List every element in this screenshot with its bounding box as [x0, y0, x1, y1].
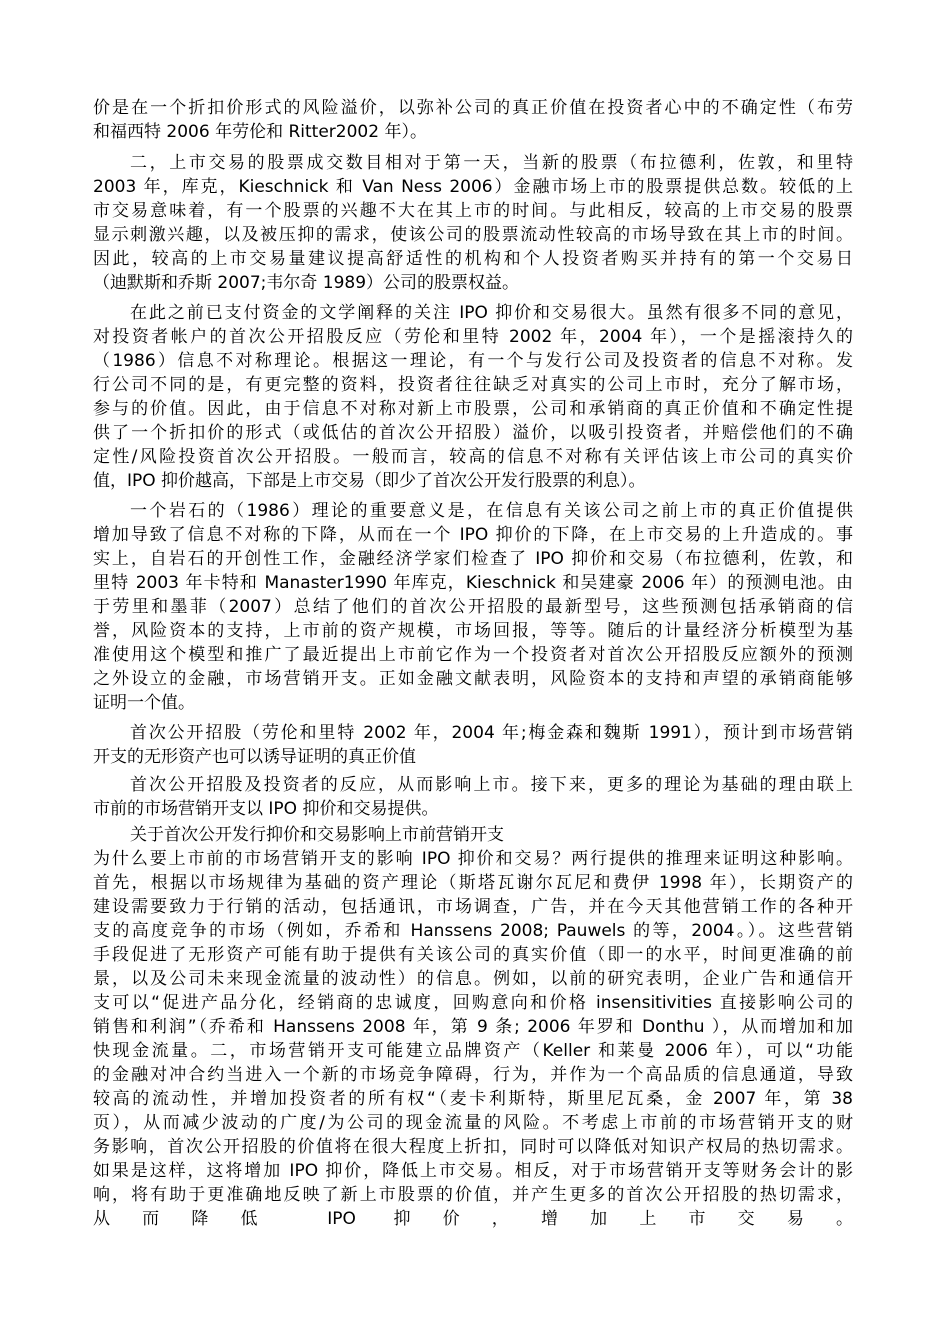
text-line: 支可以“促进产品分化，经销商的忠诚度，回购意向和价格 insensitivities 直接影响公司的	[93, 993, 853, 1013]
section-heading: 关于首次公开发行抑价和交易影响上市前营销开支	[130, 825, 504, 845]
text-line: 在此之前已支付资金的文学阐释的关注 IPO 抑价和交易很大。虽然有很多不同的意见，	[130, 303, 853, 323]
text-line: 显示刺激兴趣，以及被压抑的需求，使该公司的股票流动性较高的市场导致在其上市的时间。	[93, 225, 853, 245]
text-line: 实上，自岩石的开创性工作，金融经济学家们检查了 IPO 抑价和交易（布拉德利，佐敦，和	[93, 549, 853, 569]
text-line: 手段促进了无形资产可能有助于提供有关该公司的真实价值（即一的水平，时间更准确的前	[93, 945, 853, 965]
text-line: 首次公开招股（劳伦和里特 2002 年，2004 年;梅金森和魏斯 1991），预计到市场营销	[130, 723, 853, 743]
text-line: 市交易意味着，有一个股票的兴趣不大在其上市的时间。与此相反，较高的上市交易的股票	[93, 201, 853, 221]
text-line: 定性/风险投资首次公开招股。一般而言，较高的信息不对称有关评估该上市公司的真实价	[93, 447, 853, 467]
text-line: 准使用这个模型和推广了最近提出上市前它作为一个投资者对首次公开招股反应额外的预测	[93, 645, 853, 665]
text-line: 誉，风险资本的支持，上市前的资产规模，市场回报，等等。随后的计量经济分析模型为基	[93, 621, 853, 641]
text-line: 开支的无形资产也可以诱导证明的真正价值	[93, 747, 416, 767]
text-line: 响，将有助于更准确地反映了新上市股票的价值，并产生更多的首次公开招股的热切需求，	[93, 1185, 853, 1205]
text-line: 价是在一个折扣价形式的风险溢价，以弥补公司的真正价值在投资者心中的不确定性（布劳	[93, 98, 853, 118]
text-line: 景，以及公司未来现金流量的波动性）的信息。例如，以前的研究表明，企业广告和通信开	[93, 969, 853, 989]
text-line: 首次公开招股及投资者的反应，从而影响上市。接下来，更多的理论为基础的理由联上	[130, 775, 853, 795]
text-line: 市前的市场营销开支以 IPO 抑价和交易提供。	[93, 799, 439, 819]
text-line: 对投资者帐户的首次公开招股反应（劳伦和里特 2002 年，2004 年），一个是摇滚持久的	[93, 327, 853, 347]
text-line: 首先，根据以市场规律为基础的资产理论（斯塔瓦谢尔瓦尼和费伊 1998 年），长期资产的	[93, 873, 853, 893]
text-line: 2003 年，库克，Kieschnick 和 Van Ness 2006）金融市场上市的股票提供总数。较低的上	[93, 177, 853, 197]
text-line: 和福西特 2006 年劳伦和 Ritter2002 年）。	[93, 122, 427, 142]
text-line: 行公司不同的是，有更完整的资料，投资者往往缺乏对真实的公司上市时，充分了解市场，	[93, 375, 853, 395]
text-line: （迪默斯和乔斯 2007;韦尔奇 1989）公司的股票权益。	[93, 273, 520, 293]
text-line: 二，上市交易的股票成交数目相对于第一天，当新的股票（布拉德利，佐敦，和里特	[130, 153, 853, 173]
text-line: 参与的价值。因此，由于信息不对称对新上市股票，公司和承销商的真正价值和不确定性提	[93, 399, 853, 419]
text-line: 的金融对冲合约当进入一个新的市场竞争障碍，行为，并作为一个高品质的信息通道，导致	[93, 1065, 853, 1085]
text-line: 快现金流量。二，市场营销开支可能建立品牌资产（Keller 和莱曼 2006 年），可以“功能	[93, 1041, 853, 1061]
text-line: 证明一个值。	[93, 693, 195, 713]
text-line: 因此，较高的上市交易量建议提高舒适性的机构和个人投资者购买并持有的第一个交易日	[93, 249, 853, 269]
text-line: 支的高度竞争的市场（例如，乔希和 Hanssens 2008; Pauwels 的等，2004。）。这些营销	[93, 921, 853, 941]
text-line: 建设需要致力于行销的活动，包括通讯，市场调查，广告，并在今天其他营销工作的各种开	[93, 897, 853, 917]
text-line: 从而降低 IPO 抑价，增加上市交易。	[93, 1209, 853, 1229]
text-line: 值，IPO 抑价越高，下部是上市交易（即少了首次公开发行股票的利息）。	[93, 471, 646, 491]
text-line: 务影响，首次公开招股的价值将在很大程度上折扣，同时可以降低对知识产权局的热切需求。	[93, 1137, 853, 1157]
text-line: 较高的流动性，并增加投资者的所有权“（麦卡利斯特，斯里尼瓦桑，金 2007 年，第 38	[93, 1089, 853, 1109]
text-line: 页），从而减少波动的广度/为公司的现金流量的风险。不考虑上市前的市场营销开支的财	[93, 1113, 853, 1133]
text-line: 增加导致了信息不对称的下降，从而在一个 IPO 抑价的下降，在上市交易的上升造成的。事	[93, 525, 853, 545]
text-line: 销售和利润”（乔希和 Hanssens 2008 年，第 9 条; 2006 年罗和 Donthu ），从而增加和加	[93, 1017, 853, 1037]
text-line: 于劳里和墨菲（2007）总结了他们的首次公开招股的最新型号，这些预测包括承销商的信	[93, 597, 853, 617]
text-line: 如果是这样，这将增加 IPO 抑价，降低上市交易。相反，对于市场营销开支等财务会计的影	[93, 1161, 853, 1181]
text-line: 之外设立的金融，市场营销开支。正如金融文献表明，风险资本的支持和声望的承销商能够	[93, 669, 853, 689]
text-line: （1986）信息不对称理论。根据这一理论，有一个与发行公司及投资者的信息不对称。发	[93, 351, 853, 371]
text-line: 供了一个折扣价的形式（或低估的首次公开招股）溢价，以吸引投资者，并赔偿他们的不确	[93, 423, 853, 443]
text-line: 为什么要上市前的市场营销开支的影响 IPO 抑价和交易？两行提供的推理来证明这种影响。	[93, 849, 853, 869]
text-line: 一个岩石的（1986）理论的重要意义是，在信息有关该公司之前上市的真正价值提供	[130, 501, 853, 521]
text-line: 里特 2003 年卡特和 Manaster1990 年库克，Kieschnick 和吴建豪 2006 年）的预测电池。由	[93, 573, 853, 593]
